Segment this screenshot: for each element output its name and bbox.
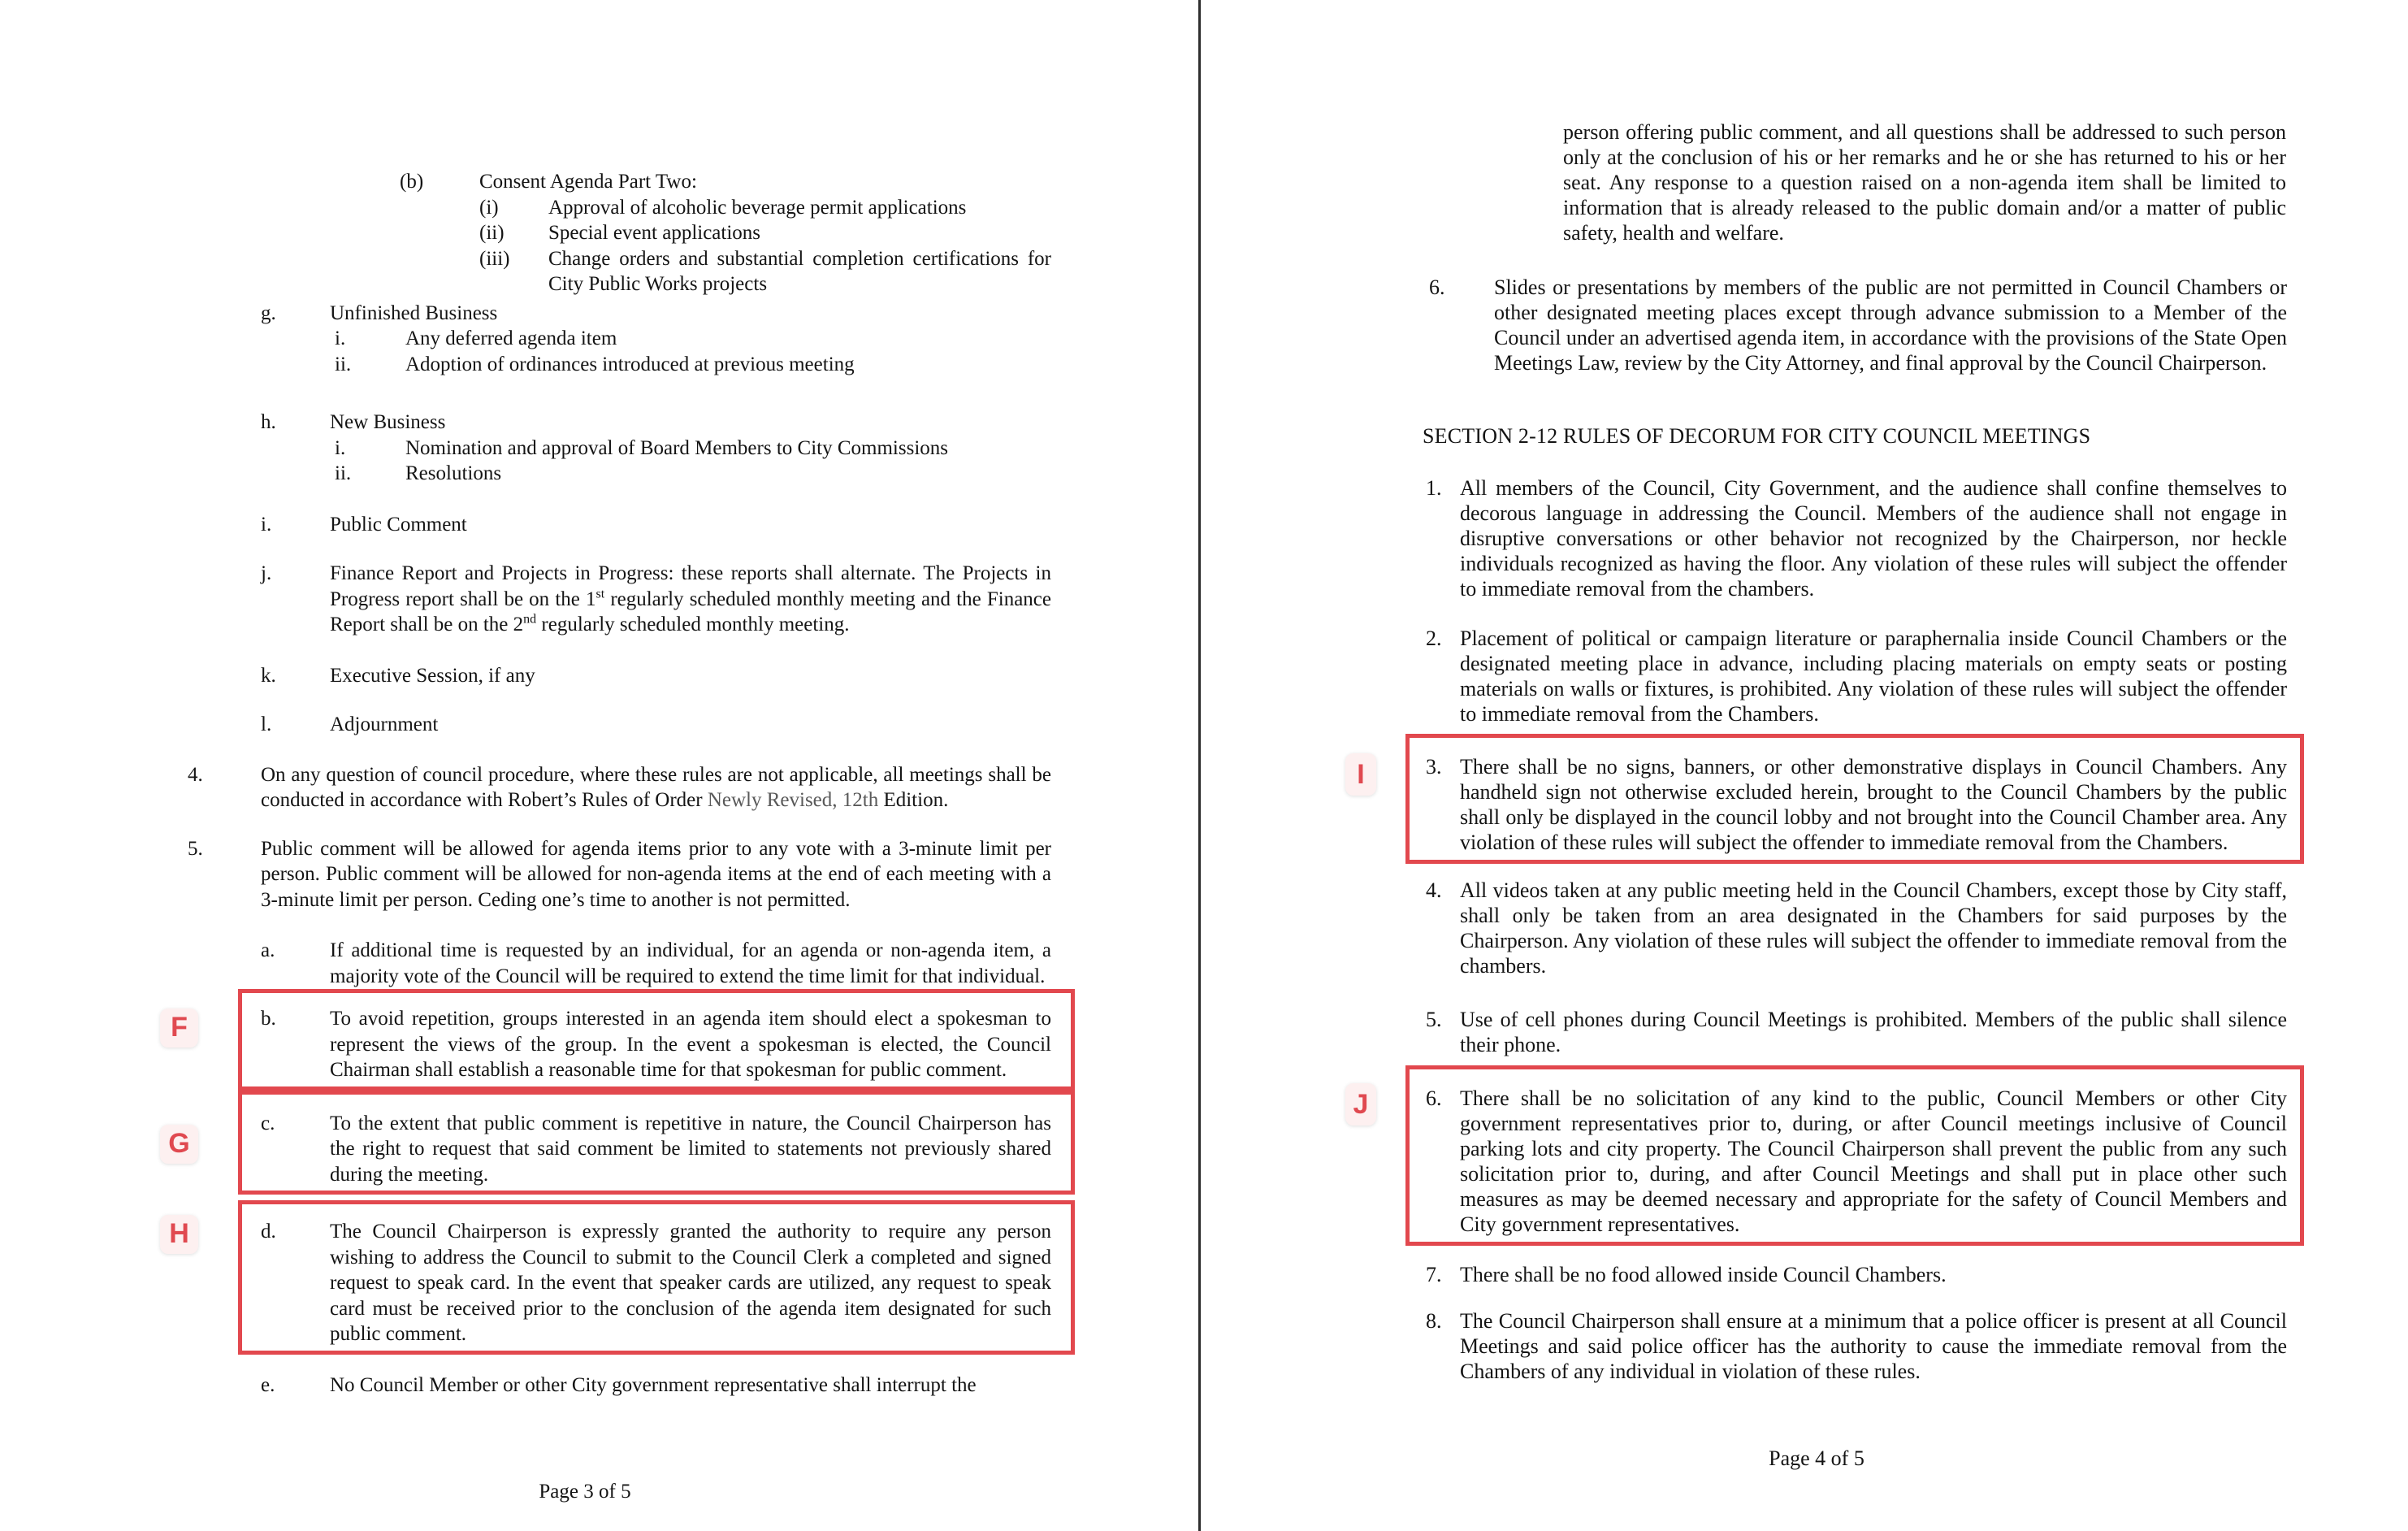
annotation-badge-i[interactable]: I [1345, 753, 1376, 796]
list-marker: 2. [1426, 627, 1442, 650]
annotation-box-g [168, 1091, 1075, 1195]
list-marker: 4. [188, 763, 203, 786]
decorum-rule-5 [1202, 1007, 2408, 1057]
list-marker: i. [335, 436, 346, 459]
rule-5 [0, 836, 1198, 913]
annotation-box-h [169, 1200, 1075, 1355]
list-marker: a. [261, 939, 275, 961]
consent-agenda-item [0, 169, 1198, 195]
list-text: Slides or presentations by members of the public are not permitted in Council Chambers or other designated meeting places except through advance submission to a Member of the Council under an advertised agenda item, in accordance with the provisions of the State Open Meetings Law, review by the City Attorney, and final approval by the Council Chairperson. [1494, 275, 2287, 375]
list-text: The Council Chairperson is expressly granted the authority to require any person wishing to address the Council to submit to the Council Clerk a completed and signed request to speak card. In the event that speaker cards are utilized, any request to speak card must be received prior to the conclusion of the agenda item designated for such public comment. [330, 1221, 1051, 1345]
list-marker: b. [261, 1008, 276, 1030]
list-marker: (b) [400, 171, 424, 193]
list-marker: 6. [1429, 275, 1445, 299]
consent-sub-item [0, 220, 1198, 246]
rule-5-sub-c [242, 1111, 1071, 1188]
agenda-item-i [0, 512, 1198, 538]
agenda-item-l [0, 712, 1198, 738]
list-text: To avoid repetition, groups interested in an agenda item should elect a spokesman to represent the views of the group. In the event a spokesman is elected, the Council Chairman shall establish a reasonable time for that spokesman for public comment. [330, 1008, 1051, 1081]
list-text: Public comment will be allowed for agenda items prior to any vote with a 3-minute limit per person. Public comment will be allowed for non-agenda items at the end of each meeting with a 3-minute limit per person. Ceding one’s time to another is not permitted. [261, 837, 1051, 911]
list-marker: c. [261, 1112, 275, 1134]
list-text: There shall be no signs, banners, or other demonstrative displays in Council Chambers. Any handheld sign not otherwise excluded herein, brought to the Council Chambers by the public shall only be displayed in the council lobby and not brought into the Council Chamber area. Any violation of these rules will subject the offender to immediate removal from the Chambers. [1460, 755, 2287, 854]
list-text: All videos taken at any public meeting held in the Council Chambers, except those by City staff, shall only be taken from an area designated in the Chambers for said purposes by the Chairperson. Any violation of these rules will subject the offender to immediate removal from the chambers. [1460, 878, 2287, 978]
rule-5-sub-e [0, 1373, 1198, 1399]
consent-sub-item [0, 246, 1198, 297]
agenda-item-k [0, 663, 1198, 689]
list-text: Approval of alcoholic beverage permit applications [548, 196, 967, 219]
list-marker: j. [261, 562, 272, 584]
list-marker: 1. [1426, 476, 1442, 500]
list-text: There shall be no food allowed inside Council Chambers. [1460, 1263, 1947, 1286]
agenda-item-j [0, 561, 1198, 638]
rule-5-sub-d [242, 1219, 1071, 1347]
agenda-sub-item [0, 352, 1198, 378]
decorum-rule-6 [1410, 1086, 2300, 1237]
list-text: On any question of council procedure, where these rules are not applicable, all meetings shall be conducted in accordance with Robert’s Rules of Order Newly Revised, 12th Edition. [261, 763, 1051, 811]
annotation-badge-g[interactable]: G [160, 1125, 198, 1164]
annotation-badge-h[interactable]: H [160, 1215, 198, 1254]
list-marker: ii. [335, 353, 352, 375]
list-text: Any deferred agenda item [405, 327, 617, 349]
decorum-rule-2 [1202, 626, 2408, 726]
list-text: Consent Agenda Part Two: [479, 171, 697, 193]
list-marker: 5. [1426, 1008, 1442, 1031]
list-text: No Council Member or other City government representative shall interrupt the [330, 1373, 977, 1396]
list-text: To the extent that public comment is repetitive in nature, the Council Chairperson has the right to request that said comment be limited to statements not previously shared during the meeting. [330, 1112, 1051, 1186]
list-marker: 8. [1426, 1309, 1442, 1333]
list-marker: h. [261, 411, 276, 433]
list-marker: (iii) [479, 247, 510, 270]
list-text: Adjournment [330, 713, 439, 735]
list-marker: (i) [479, 196, 499, 219]
list-marker: 4. [1426, 878, 1442, 902]
list-marker: 3. [1426, 755, 1442, 779]
annotation-box-f [171, 989, 1075, 1091]
document-page-3 [0, 0, 1198, 1531]
list-marker: k. [261, 664, 276, 687]
section-heading: SECTION 2-12 RULES OF DECORUM FOR CITY COUNCIL MEETINGS [1423, 424, 2091, 448]
decorum-rule-8 [1202, 1308, 2408, 1384]
list-text: Adoption of ordinances introduced at previous meeting [405, 353, 855, 375]
list-marker: d. [261, 1221, 276, 1243]
list-text: Public Comment [330, 513, 467, 536]
inserted-text: Newly Revised, 12th [707, 789, 879, 811]
decorum-rule-7 [1202, 1262, 2408, 1287]
list-marker: (ii) [479, 222, 505, 244]
list-text: Change orders and substantial completion certifications for City Public Works projects [548, 247, 1051, 295]
list-text: If additional time is requested by an individual, for an agenda or non-agenda item, a majority vote of the Council will be required to extend the time limit for that individual. [330, 939, 1051, 987]
agenda-sub-item [0, 461, 1198, 487]
decorum-rule-4 [1202, 878, 2408, 978]
list-text: There shall be no solicitation of any kind to the public, Council Members or other City government representatives prior to, during, or after Council meetings inclusive of Council parking lots and city property. The Council Chairperson shall prevent the public from any such solicitation prior to, during, and after Council Meetings and shall put in place other such measures as may be deemed necessary and appropriate for the safety of Council Members and City government representatives. [1460, 1086, 2287, 1236]
list-marker: e. [261, 1373, 275, 1396]
annotation-badge-j[interactable]: J [1345, 1083, 1376, 1125]
annotation-badge-f[interactable]: F [160, 1008, 198, 1047]
list-marker: ii. [335, 462, 352, 484]
page-divider [1198, 0, 1201, 1531]
ordinal-superscript: nd [523, 612, 537, 627]
list-text: Use of cell phones during Council Meetings is prohibited. Members of the public shall silence their phone. [1460, 1008, 2287, 1056]
list-text: Executive Session, if any [330, 664, 535, 687]
list-marker: 7. [1426, 1263, 1442, 1286]
list-text: Unfinished Business [330, 301, 498, 324]
list-text: The Council Chairperson shall ensure at a minimum that a police officer is present at all Council Meetings and said police officer has the authority to cause the immediate removal from the Chambers of any individual in violation of these rules. [1460, 1309, 2287, 1383]
list-text: Placement of political or campaign literature or paraphernalia inside Council Chambers or the designated meeting place in advance, including placing materials on empty seats or posting materials on walls or fixtures, is prohibited. Any violation of these rules will subject the offender to immediate removal from the Chambers. [1460, 627, 2287, 726]
list-text: All members of the Council, City Government, and the audience shall confine themselves to decorous language in addressing the Council. Members of the audience shall not engage in disruptive conversations or other behavior not recognized by the Chairperson, nor heckle individuals recognized as having the floor. Any violation of these rules will subject the offender to immediate removal from the chambers. [1460, 476, 2287, 601]
rule-5-sub-b [242, 1006, 1071, 1083]
rule-6-slides [1202, 275, 2408, 375]
decorum-rule-1 [1202, 475, 2408, 601]
list-text: Special event applications [548, 222, 761, 244]
list-marker: l. [261, 713, 272, 735]
list-marker: g. [261, 301, 276, 324]
decorum-rule-3 [1410, 754, 2300, 855]
list-marker: i. [335, 327, 346, 349]
agenda-sub-item [0, 326, 1198, 352]
agenda-sub-item [0, 436, 1198, 462]
agenda-item-h [0, 410, 1198, 436]
agenda-item-g [0, 301, 1198, 327]
document-page-4 [1202, 0, 2408, 1531]
ordinal-superscript: st [596, 587, 605, 601]
continuation-paragraph: person offering public comment, and all questions shall be addressed to such person only at the conclusion of his or her remarks and he or she has returned to his or her seat. Any response to a question raised on a non-agenda item shall be limited to information that is already released to the public domain and/or a matter of public safety, health and welfare. [1563, 120, 2286, 245]
list-marker: 5. [188, 837, 203, 860]
rule-4 [0, 762, 1198, 813]
rule-5-sub-a [0, 938, 1198, 989]
annotation-box-j [1353, 1065, 2304, 1246]
list-text: Finance Report and Projects in Progress: these reports shall alternate. The Projects in Progress report shall be on the 1st regularly scheduled monthly meeting and the Finance Report shall be on the 2nd regularly scheduled monthly meeting. [330, 562, 1051, 635]
page-4-footer: Page 4 of 5 [1769, 1446, 1864, 1470]
list-text: New Business [330, 411, 446, 433]
list-text: Resolutions [405, 462, 502, 484]
annotation-box-i [1357, 734, 2304, 864]
page-3-footer: Page 3 of 5 [539, 1481, 631, 1503]
list-marker: 6. [1426, 1086, 1442, 1110]
list-marker: i. [261, 513, 272, 536]
consent-sub-item [0, 195, 1198, 221]
list-text: Nomination and approval of Board Members to City Commissions [405, 436, 948, 459]
